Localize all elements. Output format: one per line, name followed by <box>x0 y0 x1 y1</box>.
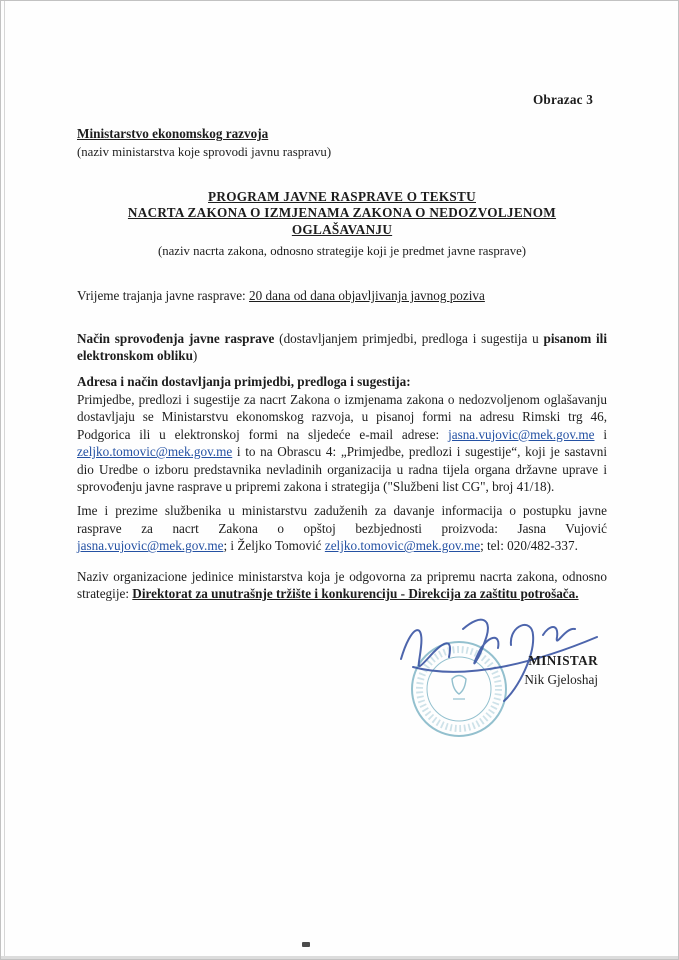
title-caption: (naziv nacrta zakona, odnosno strategije koji je predmet javne rasprave) <box>157 244 527 259</box>
email-link-jasna-2[interactable]: jasna.vujovic@mek.gov.me <box>77 538 224 554</box>
unit-text-segment: Naziv organizacione jedinice ministarstva koja je odgovorna za pripremu nacrta zakona, odnosno strategije: <box>77 568 607 602</box>
method-close-paren: ) <box>192 347 198 363</box>
address-text-segment-2: i <box>594 426 608 442</box>
duration-value: 20 dana od dana objavljivanja javnog poziva <box>249 288 485 304</box>
method-emphasis: pisanom ili elektronskom obliku <box>77 330 607 363</box>
address-paragraph <box>77 391 607 496</box>
method-text: (dostavljanjem primjedbi, predloga i sugestija u <box>274 330 544 346</box>
title-line-1: PROGRAM JAVNE RASPRAVE O TEKSTU <box>208 188 476 204</box>
officials-text-segment-2: ; i Željko Tomović <box>223 538 325 554</box>
form-number-label: Obrazac 3 <box>532 92 593 107</box>
duration-label: Vrijeme trajanja javne rasprave: <box>77 288 246 304</box>
ministry-caption: (naziv ministarstva koje sprovodi javnu raspravu) <box>77 144 332 159</box>
address-text-segment-1: Primjedbe, predlozi i sugestije za nacrt Zakona o izmjenama zakona o nedozvoljenom oglašavanju dostavljaju se Ministarstvu ekonomskog razvoja, u pisanoj formi na adresu Rimski trg 46, Podgorica ili u elektronskoj formi na sljedeće e-mail adrese: <box>77 391 607 442</box>
duration-line <box>77 287 607 304</box>
document-title-block <box>77 189 607 260</box>
method-lead: Način sprovođenja javne rasprave <box>77 330 275 346</box>
scan-edge-artifact <box>4 1 5 959</box>
method-paragraph <box>77 330 607 365</box>
officials-paragraph <box>77 502 607 554</box>
title-line-2: NACRTA ZAKONA O IZMJENAMA ZAKONA O NEDOZVOLJENOM <box>127 205 557 221</box>
address-text-segment-3: i to na Obrascu 4: „Primjedbe, predlozi i sugestije“, koji je sastavni dio Uredbe o izboru predstavnika nevladinih organizacija u radna tijela organa državne uprave i sprovođenju javne rasprave u pripremi zakona i strategija ("Službeni list CG", broj 41/18). <box>77 444 607 494</box>
officials-text-segment-1: Ime i prezime službenika u ministarstvu zaduženih za davanje informacija o postupku javne rasprave za nacrt Zakona o opštoj bezbjednosti proizvoda: Jasna Vujović <box>77 503 607 536</box>
unit-name: Direktorat za unutrašnje tržište i konkurenciju - Direkcija za zaštitu potrošača. <box>132 586 579 602</box>
minister-title: MINISTAR <box>528 653 598 668</box>
address-heading: Adresa i način dostavljanja primjedbi, predloga i sugestija: <box>77 374 411 390</box>
document-content <box>77 91 607 602</box>
unit-paragraph <box>77 568 607 603</box>
title-line-3: OGLAŠAVANJU <box>291 221 393 237</box>
ministry-name: Ministarstvo ekonomskog razvoja <box>77 126 269 142</box>
signature-block <box>468 653 598 688</box>
minister-name: Nik Gjeloshaj <box>524 672 598 687</box>
officials-text-segment-3: ; tel: 020/482-337. <box>480 538 578 554</box>
email-link-zeljko[interactable]: zeljko.tomovic@mek.gov.me <box>77 444 233 460</box>
scan-mark-artifact <box>302 942 310 947</box>
email-link-zeljko-2[interactable]: zeljko.tomovic@mek.gov.me <box>324 538 481 554</box>
email-link-jasna[interactable]: jasna.vujovic@mek.gov.me <box>448 426 595 442</box>
scan-edge-artifact <box>1 956 678 959</box>
